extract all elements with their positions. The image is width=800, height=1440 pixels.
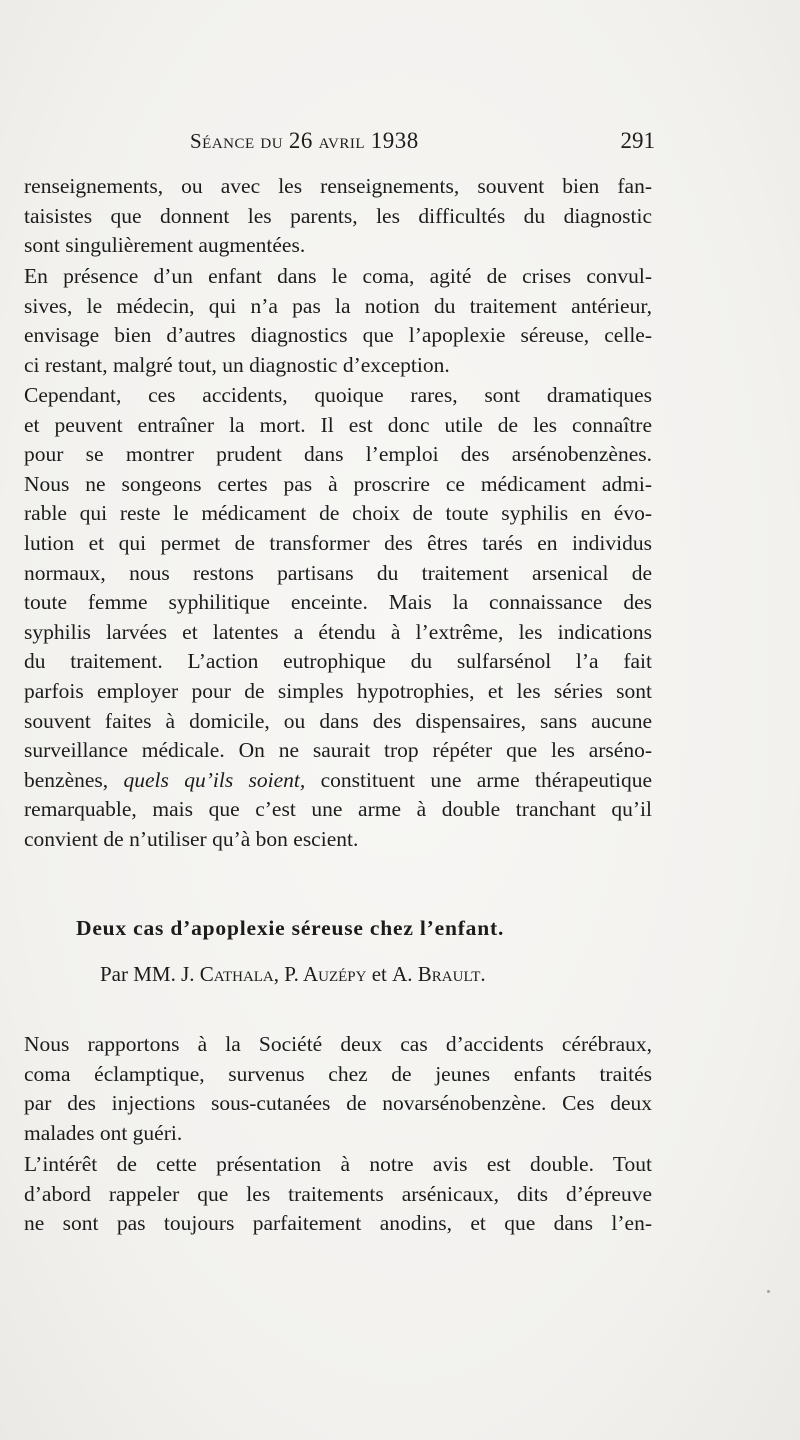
text-line: sives, le médecin, qui n’a pas la notion du traitement antérieur, <box>24 293 652 318</box>
text-line-with-italic <box>24 766 652 796</box>
running-title <box>190 128 419 154</box>
italic-emphasis: quels qu’ils soient, <box>123 767 306 792</box>
text-line: remarquable, mais que c’est une arme à double tranchant qu’il <box>24 797 652 822</box>
text-line: surveillance médicale. On ne saurait trop répéter que les arséno- <box>24 738 652 763</box>
text-line: En présence d’un enfant dans le coma, agité de crises convul- <box>24 264 652 288</box>
author-name: A. Brault <box>392 962 481 986</box>
text-line: ne sont pas toujours parfaitement anodins, et que dans l’en- <box>24 1211 652 1236</box>
running-title-year: 1938 <box>370 128 419 153</box>
text-line: taisistes que donnent les parents, les difficultés du diagnostic <box>24 203 652 228</box>
text-line: souvent faites à domicile, ou dans des dispensaires, sans aucune <box>24 708 652 733</box>
text-line: du traitement. L’action eutrophique du sulfarsénol l’a fait <box>24 649 652 674</box>
paragraph <box>24 381 652 855</box>
text-line: ci restant, malgré tout, un diagnostic d’exception. <box>24 352 450 377</box>
page-header <box>190 128 655 158</box>
text-line: Nous ne songeons certes pas à proscrire ce médicament admi- <box>24 471 652 496</box>
running-title-day: 26 <box>288 128 313 153</box>
text-line: Nous rapportons à la Société deux cas d’accidents cérébraux, <box>24 1032 652 1056</box>
author-name: P. Auzépy <box>284 962 367 986</box>
text-line: renseignements, ou avec les renseignements, souvent bien fan- <box>24 174 652 198</box>
paragraph <box>24 1030 652 1148</box>
text-fragment: constituent une arme thérapeutique <box>305 767 652 792</box>
running-title-prefix: Séance du <box>190 129 284 153</box>
text-line: pour se montrer prudent dans l’emploi des arsénobenzènes. <box>24 442 652 467</box>
text-line: d’abord rappeler que les traitements arsénicaux, dits d’épreuve <box>24 1181 652 1206</box>
text-line: convient de n’utiliser qu’à bon escient. <box>24 826 359 851</box>
paper-speck <box>767 1290 770 1293</box>
text-line: envisage bien d’autres diagnostics que l’apoplexie séreuse, celle- <box>24 323 652 348</box>
text-line: parfois employer pour de simples hypotrophies, et les séries sont <box>24 678 652 703</box>
text-line: et peuvent entraîner la mort. Il est donc utile de les connaître <box>24 412 652 437</box>
text-line: malades ont guéri. <box>24 1120 183 1145</box>
text-line: syphilis larvées et latentes a étendu à l’extrême, les indications <box>24 619 652 644</box>
running-title-month: avril <box>318 129 365 153</box>
authors-line: Par MM. J. Cathala, P. Auzépy et A. Brault. <box>100 962 486 986</box>
text-line: par des injections sous-cutanées de novarsénobenzène. Ces deux <box>24 1091 652 1116</box>
text-line: coma éclamptique, survenus chez de jeunes enfants traités <box>24 1061 652 1086</box>
text-line: normaux, nous restons partisans du traitement arsenical de <box>24 560 652 585</box>
authors-prefix: Par MM. <box>100 962 182 986</box>
text-line: Cependant, ces accidents, quoique rares, sont dramatiques <box>24 383 652 407</box>
page-number: 291 <box>620 128 655 153</box>
paragraph <box>24 172 652 261</box>
paragraph <box>24 1150 652 1239</box>
text-line: rable qui reste le médicament de choix de toute syphilis en évo- <box>24 501 652 526</box>
text-line: lution et qui permet de transformer des êtres tarés en individus <box>24 530 652 555</box>
text-line: L’intérêt de cette présentation à notre avis est double. Tout <box>24 1152 652 1176</box>
text-fragment: benzènes, <box>24 767 124 792</box>
text-line: sont singulièrement augmentées. <box>24 233 306 258</box>
author-name: J. Cathala <box>181 962 274 986</box>
section-title: Deux cas d’apoplexie séreuse chez l’enfant. <box>76 916 505 940</box>
text-line: toute femme syphilitique enceinte. Mais la connaissance des <box>24 590 652 615</box>
authors-conjunction: et <box>366 962 393 986</box>
paragraph <box>24 262 652 380</box>
authors-end: . <box>480 962 486 986</box>
